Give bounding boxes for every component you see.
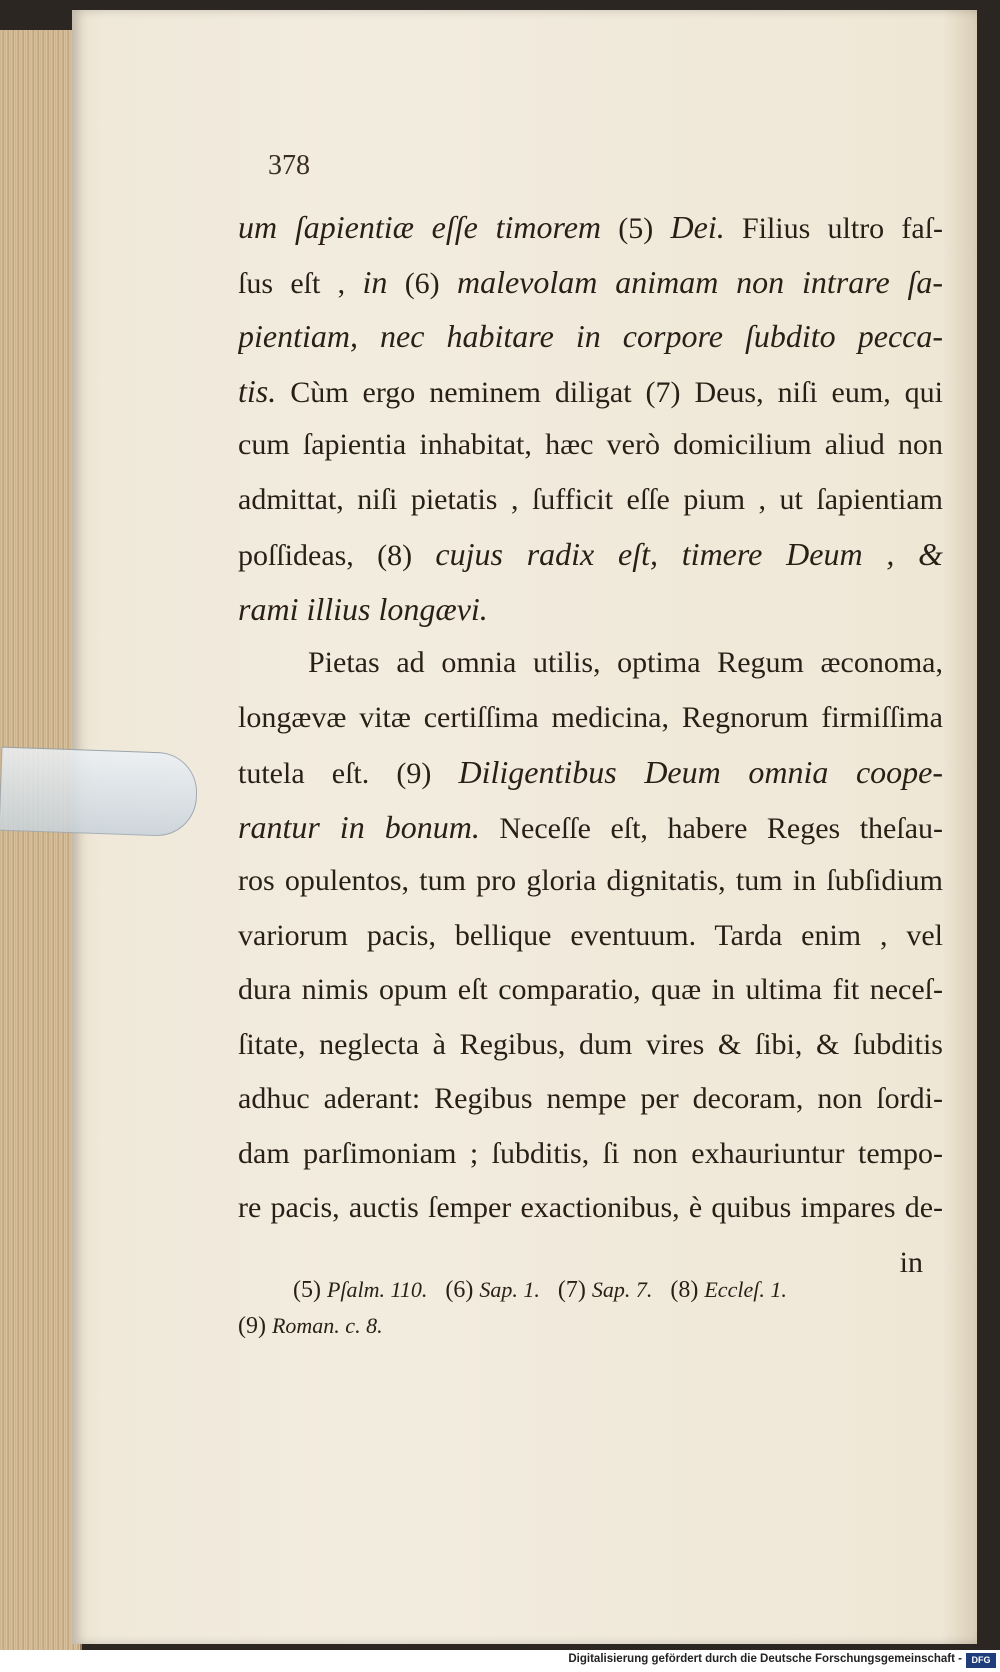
text-line: re pacis, auctis ſemper exactionibus, è quibus impares de- xyxy=(238,1191,943,1224)
text-line xyxy=(238,200,943,255)
footnote-number: (9) xyxy=(238,1313,266,1339)
footnote-line xyxy=(238,1272,943,1308)
footnote-citation: Eccleſ. 1. xyxy=(704,1277,787,1302)
text-span: in xyxy=(362,263,388,300)
text-line: admittat, niſi pietatis , ſufficit eſſe pium , ut ſapientiam xyxy=(238,482,943,516)
footnote-citation: Sap. 1. xyxy=(479,1277,540,1302)
footnote-number: (5) xyxy=(293,1277,321,1303)
book-page-edges xyxy=(0,30,82,1650)
text-line xyxy=(238,745,943,800)
footnote-number: (7) xyxy=(557,1277,586,1303)
text-line: variorum pacis, bellique eventuum. Tarda enim , vel xyxy=(238,918,943,952)
text-span: Cùm ergo neminem diligat (7) Deus, niſi eum, qui xyxy=(290,375,943,409)
text-span: malevolam animam non intrare ſa- xyxy=(457,263,943,300)
text-line xyxy=(238,364,943,419)
text-span: Dei. xyxy=(670,209,725,245)
text-line: longævæ vitæ certiſſima medicina, Regnorum firmiſſima xyxy=(238,700,943,734)
text-line: dam parſimoniam ; ſubditis, ſi non exhauriuntur tempo- xyxy=(238,1136,943,1170)
footnotes xyxy=(238,1272,943,1344)
digitization-credit: Digitalisierung gefördert durch die Deutsche Forschungsgemeinschaft - xyxy=(568,1653,962,1665)
text-line xyxy=(238,582,943,637)
footnote-number: (8) xyxy=(670,1277,699,1303)
text-line xyxy=(238,309,943,364)
text-span: pientiam, nec habitare in corpore ſubdito pecca- xyxy=(238,318,943,354)
text-line: ſitate, neglecta à Regibus, dum vires & ſibi, & ſubditis xyxy=(238,1027,943,1061)
footnote-line xyxy=(238,1308,943,1344)
text-line: adhuc aderant: Regibus nempe per decoram, non ſordi- xyxy=(238,1082,943,1115)
footnote-citation: Pſalm. 110. xyxy=(326,1277,428,1302)
main-text xyxy=(238,200,943,1290)
text-span: Neceſſe eſt, habere Reges theſau- xyxy=(499,811,943,845)
text-span: ſus eſt , xyxy=(238,266,346,300)
text-line xyxy=(238,255,943,310)
text-line: ros opulentos, tum pro gloria dignitatis, tum in ſubſidium xyxy=(238,864,943,897)
text-span: Filius ultro faſ- xyxy=(741,212,943,245)
text-span: cujus radix eſt, timere Deum , & xyxy=(435,536,943,572)
footnote-ref: (5) xyxy=(618,212,654,245)
credit-bar xyxy=(0,1650,1000,1672)
text-line xyxy=(238,800,943,855)
catchword: in xyxy=(899,1245,923,1279)
bookmark-strip xyxy=(0,747,198,838)
text-span: rami illius longævi. xyxy=(238,590,488,627)
footnote-ref: (9) xyxy=(396,757,432,790)
page-number: 378 xyxy=(268,150,310,181)
text-line: dura nimis opum eſt comparatio, quæ in ultima fit neceſ- xyxy=(238,973,943,1006)
text-span: poſſideas, (8) xyxy=(238,539,413,572)
footnote-citation: Roman. c. 8. xyxy=(271,1313,383,1338)
text-line xyxy=(238,527,943,582)
text-span: tis. xyxy=(238,372,277,409)
footnote-number: (6) xyxy=(445,1277,474,1303)
text-span: Diligentibus Deum omnia coope- xyxy=(458,754,943,790)
text-line: Pietas ad omnia utilis, optima Regum æconoma, xyxy=(308,646,943,679)
text-line: cum ſapientia inhabitat, hæc verò domicilium aliud non xyxy=(238,428,943,461)
footnote-ref: (6) xyxy=(404,266,440,300)
text-span: rantur in bonum. xyxy=(238,808,480,845)
footnote-citation: Sap. 7. xyxy=(591,1277,653,1302)
dfg-logo-icon: DFG xyxy=(966,1653,996,1668)
text-span: tutela eſt. xyxy=(238,757,370,790)
text-span: um ſapientiæ eſſe timorem xyxy=(238,209,602,245)
